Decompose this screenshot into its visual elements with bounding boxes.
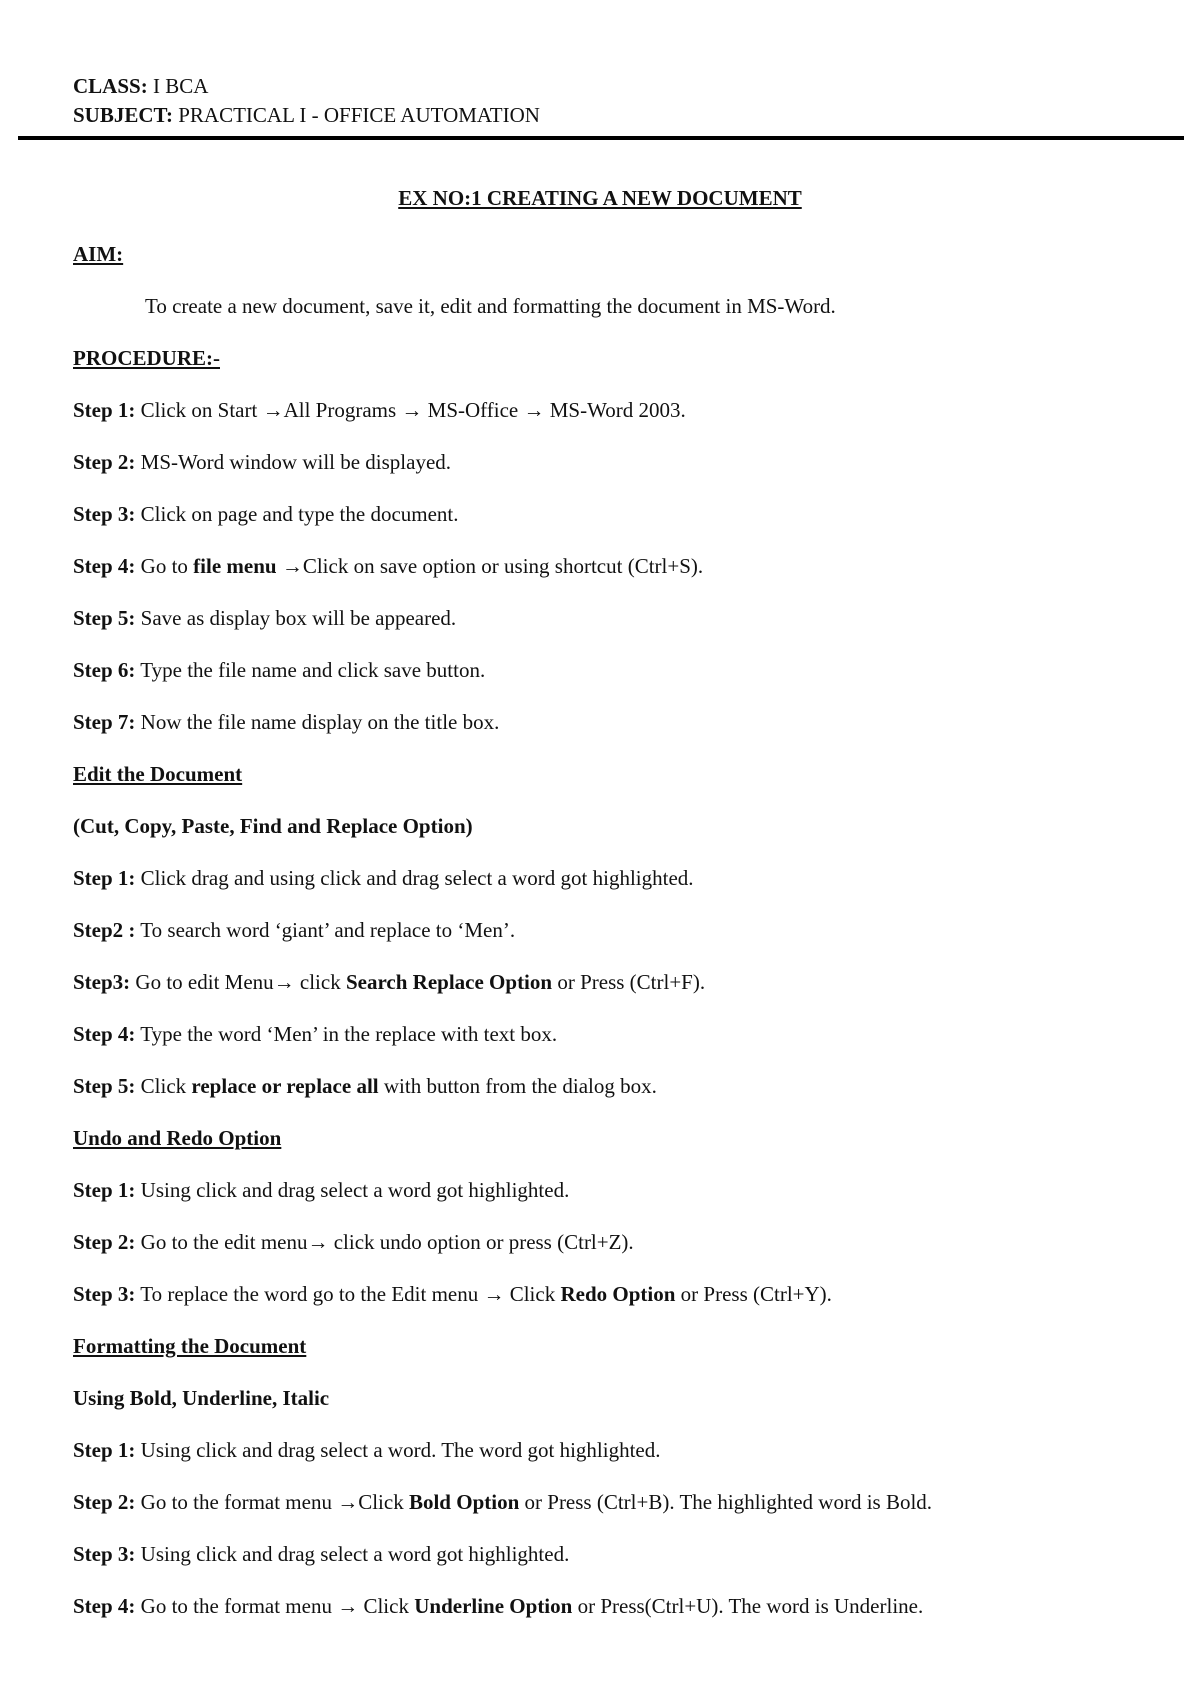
aim-text: To create a new document, save it, edit and formatting the document in MS-Word. [145,294,836,318]
step-label: Step 1: [73,1438,136,1462]
step-text: Go to [135,554,194,578]
step-text: Using click and drag select a word got highlighted. [135,1542,570,1566]
step-line [73,1020,557,1048]
step-text: Go to the edit menu→ click undo option or press (Ctrl+Z). [135,1230,634,1254]
step-label: Step 5: [73,606,136,630]
step-text: Now the file name display on the title box. [135,710,500,734]
step-label: Step 7: [73,710,136,734]
step-line [73,396,686,424]
step-emphasis: file menu [193,554,277,578]
step-label: Step 1: [73,866,136,890]
format-subheading: Using Bold, Underline, Italic [73,1386,330,1410]
step-text: Click on page and type the document. [135,502,459,526]
step-emphasis: Underline Option [414,1594,573,1618]
step-label: Step 3: [73,502,136,526]
step-line [73,604,456,632]
step-line [73,1592,923,1620]
step-emphasis: Redo Option [560,1282,676,1306]
step-line [73,864,694,892]
undo-heading: Undo and Redo Option [73,1126,282,1150]
step-text: or Press (Ctrl+F). [552,970,706,994]
step-label: Step 6: [73,658,136,682]
step-label: Step 2: [73,1490,136,1514]
edit-heading: Edit the Document [73,762,243,786]
step-emphasis: replace or replace all [191,1074,379,1098]
step-label: Step3: [73,970,131,994]
step-emphasis: Search Replace Option [345,970,553,994]
step-text: Click drag and using click and drag select a word got highlighted. [135,866,694,890]
step-text: Go to edit Menu→ click [130,970,346,994]
step-line [73,1540,569,1568]
class-label: CLASS: [73,74,148,98]
step-label: Step 1: [73,1178,136,1202]
step-text: Click [135,1074,192,1098]
procedure-heading: PROCEDURE:- [73,346,220,370]
step-text: or Press (Ctrl+B). The highlighted word is Bold. [519,1490,933,1514]
step-text: →Click on save option or using shortcut (Ctrl+S). [276,554,704,578]
class-line [73,72,540,101]
step-label: Step 4: [73,1594,136,1618]
aim-heading: AIM: [73,242,124,266]
step-line [73,916,515,944]
step-line [73,968,705,996]
step-line [73,1488,932,1516]
subject-value: PRACTICAL I - OFFICE AUTOMATION [172,103,540,127]
step-line [73,448,451,476]
step-label: Step 5: [73,1074,136,1098]
step-label: Step 2: [73,1230,136,1254]
step-text: or Press (Ctrl+Y). [675,1282,832,1306]
step-line [73,552,703,580]
step-text: Using click and drag select a word got highlighted. [135,1178,570,1202]
page-title: EX NO:1 CREATING A NEW DOCUMENT [398,186,802,210]
step-text: Click on Start →All Programs → MS-Office → MS-Word 2003. [135,398,686,422]
step-line [73,500,459,528]
step-line [73,1072,657,1100]
step-line [73,708,499,736]
step-text: with button from the dialog box. [378,1074,657,1098]
format-heading: Formatting the Document [73,1334,307,1358]
step-line [73,1228,634,1256]
step-text: Save as display box will be appeared. [135,606,457,630]
step-label: Step 2: [73,450,136,474]
step-label: Step 4: [73,554,136,578]
step-text: To replace the word go to the Edit menu → Click [135,1282,561,1306]
step-label: Step 1: [73,398,136,422]
step-line [73,656,485,684]
step-text: Using click and drag select a word. The word got highlighted. [135,1438,661,1462]
step-text: Go to the format menu → Click [135,1594,415,1618]
header-divider [18,136,1184,140]
step-label: Step 3: [73,1282,136,1306]
subject-label: SUBJECT: [73,103,173,127]
step-line [73,1176,569,1204]
class-value: I BCA [147,74,209,98]
step-label: Step2 : [73,918,136,942]
step-emphasis: Bold Option [408,1490,520,1514]
step-text: Go to the format menu →Click [135,1490,409,1514]
step-label: Step 3: [73,1542,136,1566]
step-text: Type the file name and click save button. [135,658,486,682]
document-header [73,72,540,130]
step-text: Type the word ‘Men’ in the replace with text box. [135,1022,558,1046]
step-text: To search word ‘giant’ and replace to ‘Men’. [135,918,516,942]
step-label: Step 4: [73,1022,136,1046]
step-text: MS-Word window will be displayed. [135,450,452,474]
step-line [73,1280,832,1308]
step-text: or Press(Ctrl+U). The word is Underline. [572,1594,924,1618]
step-line [73,1436,661,1464]
subject-line [73,101,540,130]
edit-subheading: (Cut, Copy, Paste, Find and Replace Option) [73,814,473,838]
